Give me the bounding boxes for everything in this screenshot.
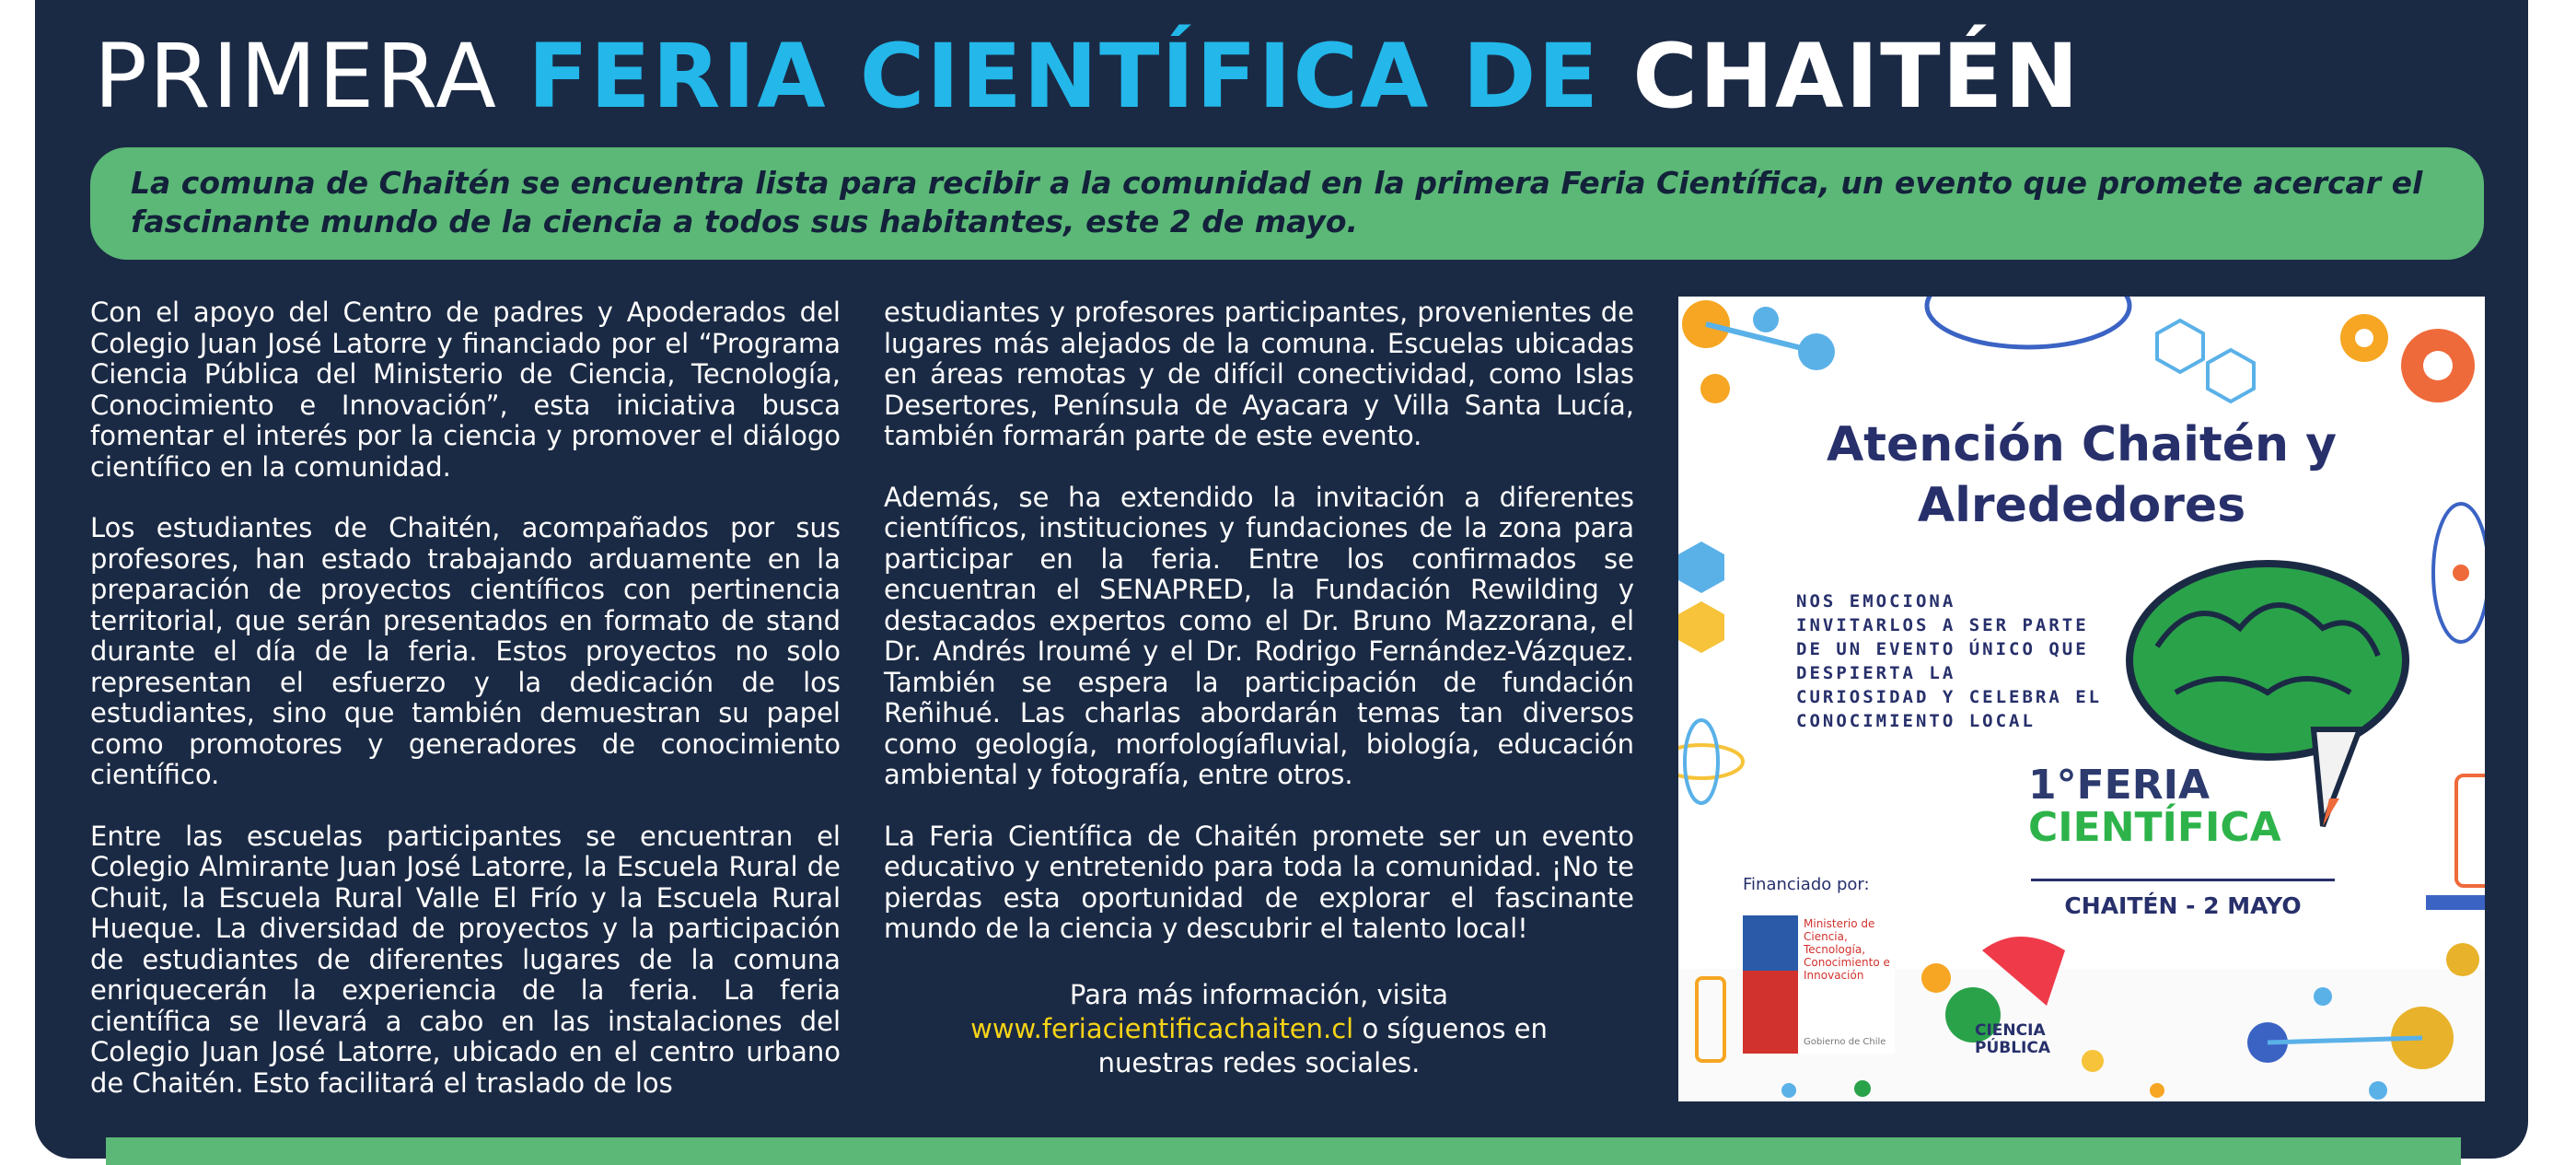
article-column-2 [884,297,1634,975]
article-column-1 [90,297,841,1129]
poster-feria-title: 1°FERIA CIENTÍFICA [2028,762,2281,851]
paragraph: Los estudiantes de Chaitén, acompañados por sus profesores, han estado trabajando arduamente en la preparación de proyectos científicos con pertinencia territorial, que serán presentados en formato de stand durante el día de la feria. Estos proyectos no solo representan el esfuerzo y la dedicación de los estudiantes, sino que también demuestran su papel como promotores y generadores de conocimiento científico. [90,512,841,790]
footer-green-bar [106,1137,2461,1165]
ministry-logo [1743,915,1895,1054]
paragraph: La Feria Científica de Chaitén promete ser un evento educativo y entretenido para toda la comunidad. ¡No te pierdas esta oportunidad de explorar el fascinante mundo de la ciencia y descubrir el talento local! [884,820,1634,944]
title-part-primera: PRIMERA [94,25,528,128]
paragraph: Además, se ha extendido la invitación a diferentes científicos, instituciones y fundaciones de la zona para participar en la feria. Entre los confirmados se encuentran el SENAPRED, la Fundación Rewilding y destacados expertos como el Dr. Bruno Mazzorana, el Dr. Andrés Iroumé y el Dr. Rodrigo Fernández-Vázquez. También se espera la participación de fundación Reñihué. Las charlas abordarán temas tan diversos como geología, morfologíafluvial, biología, educación ambiental y fotografía, entre otros. [884,481,1634,790]
title-part-chaiten: CHAITÉN [1632,25,2081,128]
ciencia-publica-logo: CIENCIA PÚBLICA [1975,1021,2051,1057]
info-line [884,1012,1634,1046]
website-link[interactable]: www.feriacientificachaiten.cl [970,1013,1354,1044]
poster-financed-label: Financiado por: [1743,875,1870,894]
info-follow-text: o síguenos en [1353,1013,1548,1044]
paragraph: Entre las escuelas participantes se encuentran el Colegio Almirante Juan José Latorre, la Escuela Rural de Chuit, la Escuela Rural Valle El Frío y la Escuela Rural Hueque. La diversidad de proyectos y la participación de estudiantes de diferentes lugares de la comuna enriquecerán la experiencia de la feria. La feria científica se llevará a cabo en las instalaciones del Colegio Juan José Latorre, ubicado en el centro urbano de Chaitén. Esto facilitará el traslado de los [90,820,841,1099]
title-part-feria: FERIA CIENTÍFICA DE [528,25,1633,128]
poster-invite-text: NOS EMOCIONA INVITARLOS A SER PARTE DE UN EVENTO ÚNICO QUE DESPIERTA LA CURIOSIDAD Y CELEBRA EL CONOCIMIENTO LOCAL [1796,591,2103,731]
info-line: Para más información, visita [1069,979,1449,1010]
lead-banner: La comuna de Chaitén se encuentra lista para recibir a la comunidad en la primera Feria Científica, un evento que promete acercar el fascinante mundo de la ciencia a todos sus habitantes, este 2 de mayo. [90,147,2484,260]
poster-headline: Atención Chaitén y Alrededores [1826,417,2338,533]
molecule-icon [1700,374,1730,403]
paragraph: estudiantes y profesores participantes, provenientes de lugares más alejados de la comuna. Escuelas ubicadas en áreas remotas y de difícil conectividad, como Islas Desertores, Península de Ayacara y Villa Santa Lucía, también formarán parte de este evento. [884,297,1634,451]
more-info-block [884,978,1634,1080]
page-title [94,26,2081,127]
gobierno-label: Gobierno de Chile [1804,1037,1886,1047]
event-poster [1678,297,2485,1101]
ministry-name: Ministerio de Ciencia, Tecnología, Conocimiento e Innovación [1804,917,1890,982]
info-line: nuestras redes sociales. [1097,1047,1421,1078]
molecule-icon [1753,307,1779,332]
paragraph: Con el apoyo del Centro de padres y Apoderados del Colegio Juan José Latorre y financiado por el “Programa Ciencia Pública del Ministerio de Ciencia, Tecnología, Conocimiento e Innovación”, esta iniciativa busca fomentar el interés por la ciencia y promover el diálogo científico en la comunidad. [90,297,841,483]
poster-city-date: CHAITÉN - 2 MAYO [2031,879,2335,919]
